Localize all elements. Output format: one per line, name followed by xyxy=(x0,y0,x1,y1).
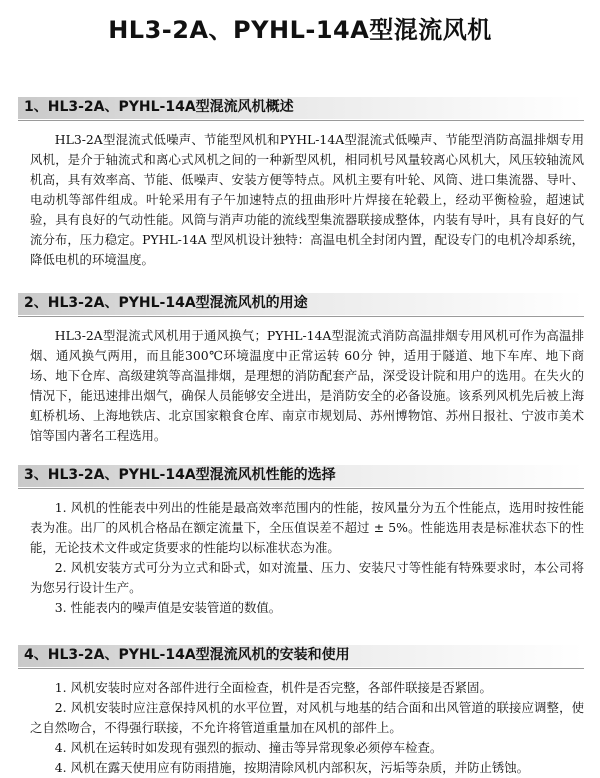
section-heading: 3、HL3-2A、PYHL-14A型混流风机性能的选择 xyxy=(24,467,336,483)
section-heading: 2、HL3-2A、PYHL-14A型混流风机的用途 xyxy=(24,295,308,311)
section-heading: 4、HL3-2A、PYHL-14A型混流风机的安装和使用 xyxy=(24,647,350,663)
section-divider xyxy=(18,668,584,669)
document-title: HL3-2A、PYHL-14A型混流风机 xyxy=(108,16,492,44)
list-item: 2. 风机安装方式可分为立式和卧式，如对流量、压力、安装尺寸等性能有特殊要求时，本公司将为您另行设计生产。 xyxy=(30,560,584,595)
section-divider xyxy=(18,488,584,489)
list-item: 2. 风机安装时应注意保持风机的水平位置，对风机与地基的结合面和出风管道的联接应调整，使之自然吻合，不得强行联接，不允许将管道重量加在风机的部件上。 xyxy=(30,700,584,735)
section-header xyxy=(18,462,584,490)
list-item: 4. 风机在露天使用应有防雨措施，按期清除风机内部积灰，污垢等杂质，并防止锈蚀。 xyxy=(54,760,530,775)
section-divider xyxy=(18,120,584,121)
section-usage xyxy=(0,290,600,446)
section-list xyxy=(30,678,584,778)
section-header xyxy=(18,642,584,670)
section-selection xyxy=(0,462,600,618)
section-header xyxy=(18,94,584,122)
section-overview xyxy=(0,94,600,270)
list-item: 1. 风机安装时应对各部件进行全面检查，机件是否完整，各部件联接是否紧固。 xyxy=(54,680,492,695)
section-paragraph: HL3-2A型混流式风机用于通风换气；PYHL-14A型混流式消防高温排烟专用风机可作为高温排烟、通风换气两用，而且能300℃环境温度中正常运转 60分 钟，适用于隧道、地下车库、地下商场、地下仓库、高级建筑等高温排烟，是理想的消防配套产品，深受设计院和用户的选用。在失火的情况下，能迅速排出烟气，确保人员能够安全进出，是消防安全的必备设施。该系列风机先后被上海虹桥机场、上海地铁店、北京国家粮食仓库、南京市规划局、苏州博物馆、苏州日报社、宁波市美术馆等国内著名工程选用。 xyxy=(30,328,584,443)
section-header xyxy=(18,290,584,318)
section-installation xyxy=(0,642,600,778)
list-item: 1. 风机的性能表中列出的性能是最高效率范围内的性能，按风量分为五个性能点，选用时按性能表为准。出厂的风机合格品在额定流量下，全压值误差不超过 ± 5%。性能选用表是标准状态下的性能，无论技术文件或定货要求的性能均以标准状态为准。 xyxy=(30,500,584,555)
section-heading: 1、HL3-2A、PYHL-14A型混流风机概述 xyxy=(24,99,294,115)
list-item: 4. 风机在运转时如发现有强烈的振动、撞击等异常现象必须停车检查。 xyxy=(54,740,443,755)
list-item: 3. 性能表内的噪声值是安装管道的数值。 xyxy=(54,600,282,615)
section-list xyxy=(30,498,584,618)
section-paragraph: HL3-2A型混流式低噪声、节能型风机和PYHL-14A型混流式低噪声、节能型消防高温排烟专用风机，是介于轴流式和离心式风机之间的一种新型风机，相同机号风量较离心风机大，风压较轴流风机高，具有效率高、节能、低噪声、安装方便等特点。风机主要有叶轮、风筒、进口集流器、导叶、电动机等部件组成。叶轮采用有子午加速特点的扭曲形叶片焊接在轮毂上，经动平衡检验，超速试验，具有良好的气动性能。风筒与消声功能的流线型集流器联接成整体，内装有导叶，具有良好的气流分布，压力稳定。PYHL-14A 型风机设计独特：高温电机全封闭内置，配设专门的电机冷却系统，降低电机的环境温度。 xyxy=(30,132,584,267)
section-divider xyxy=(18,316,584,317)
